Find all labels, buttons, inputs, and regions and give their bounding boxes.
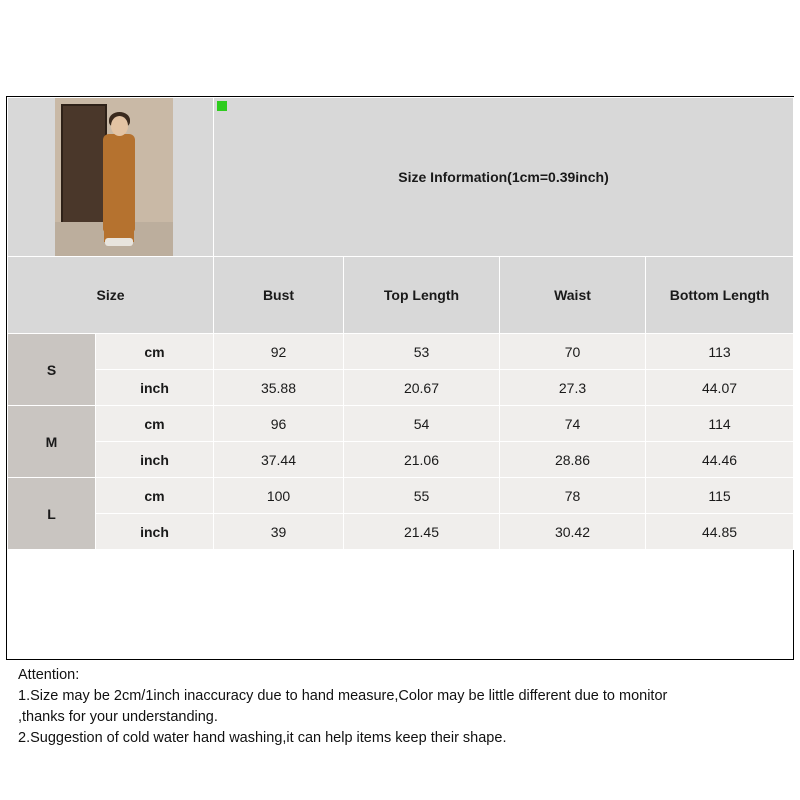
cell-l-inch-top-length: 21.45 <box>344 514 500 550</box>
model-shoes <box>105 238 133 246</box>
unit-label-inch-l: inch <box>96 514 214 550</box>
cell-l-cm-bottom-length: 115 <box>646 478 794 514</box>
table-row <box>8 406 794 442</box>
cell-s-cm-top-length: 53 <box>344 334 500 370</box>
table-header-row <box>8 257 794 334</box>
unit-label-inch-m: inch <box>96 442 214 478</box>
header-bust: Bust <box>214 257 344 334</box>
cell-m-inch-waist: 28.86 <box>500 442 646 478</box>
size-label-s: S <box>8 334 96 406</box>
unit-label-cm-l: cm <box>96 478 214 514</box>
table-row <box>8 514 794 550</box>
header-bottom-length: Bottom Length <box>646 257 794 334</box>
cell-s-inch-top-length: 20.67 <box>344 370 500 406</box>
cell-m-inch-top-length: 21.06 <box>344 442 500 478</box>
chart-title-cell <box>214 98 794 257</box>
cell-l-cm-waist: 78 <box>500 478 646 514</box>
attention-line-3: 2.Suggestion of cold water hand washing,it can help items keep their shape. <box>18 730 507 747</box>
product-photo <box>55 98 173 256</box>
cell-l-inch-bust: 39 <box>214 514 344 550</box>
table-row <box>8 478 794 514</box>
cell-s-cm-waist: 70 <box>500 334 646 370</box>
cell-m-cm-bottom-length: 114 <box>646 406 794 442</box>
cell-m-cm-top-length: 54 <box>344 406 500 442</box>
cell-l-inch-waist: 30.42 <box>500 514 646 550</box>
hero-row <box>8 98 794 257</box>
size-label-l: L <box>8 478 96 550</box>
header-top-length: Top Length <box>344 257 500 334</box>
size-label-m: M <box>8 406 96 478</box>
attention-line-1: 1.Size may be 2cm/1inch inaccuracy due to hand measure,Color may be little different due to monitor <box>18 688 668 705</box>
table-row <box>8 442 794 478</box>
model-garment <box>103 134 135 232</box>
header-waist: Waist <box>500 257 646 334</box>
cell-m-inch-bust: 37.44 <box>214 442 344 478</box>
cell-m-cm-waist: 74 <box>500 406 646 442</box>
attention-heading: Attention: <box>18 667 80 683</box>
cell-l-cm-bust: 100 <box>214 478 344 514</box>
cell-s-inch-waist: 27.3 <box>500 370 646 406</box>
product-photo-cell <box>8 98 214 257</box>
cell-s-inch-bottom-length: 44.07 <box>646 370 794 406</box>
cell-s-cm-bust: 92 <box>214 334 344 370</box>
unit-label-inch-s: inch <box>96 370 214 406</box>
chart-title: Size Information(1cm=0.39inch) <box>398 169 609 185</box>
cell-l-inch-bottom-length: 44.85 <box>646 514 794 550</box>
table-row <box>8 334 794 370</box>
unit-label-cm-s: cm <box>96 334 214 370</box>
cell-m-cm-bust: 96 <box>214 406 344 442</box>
table-row <box>8 370 794 406</box>
attention-line-2: ,thanks for your understanding. <box>18 709 218 726</box>
green-square-marker-icon <box>217 101 227 111</box>
photo-door <box>61 104 107 224</box>
size-chart <box>6 96 794 747</box>
header-size: Size <box>8 257 214 334</box>
cell-m-inch-bottom-length: 44.46 <box>646 442 794 478</box>
attention-block <box>14 661 800 749</box>
cell-l-cm-top-length: 55 <box>344 478 500 514</box>
cell-s-inch-bust: 35.88 <box>214 370 344 406</box>
unit-label-cm-m: cm <box>96 406 214 442</box>
cell-s-cm-bottom-length: 113 <box>646 334 794 370</box>
size-table <box>7 97 794 550</box>
model-head <box>111 116 128 136</box>
